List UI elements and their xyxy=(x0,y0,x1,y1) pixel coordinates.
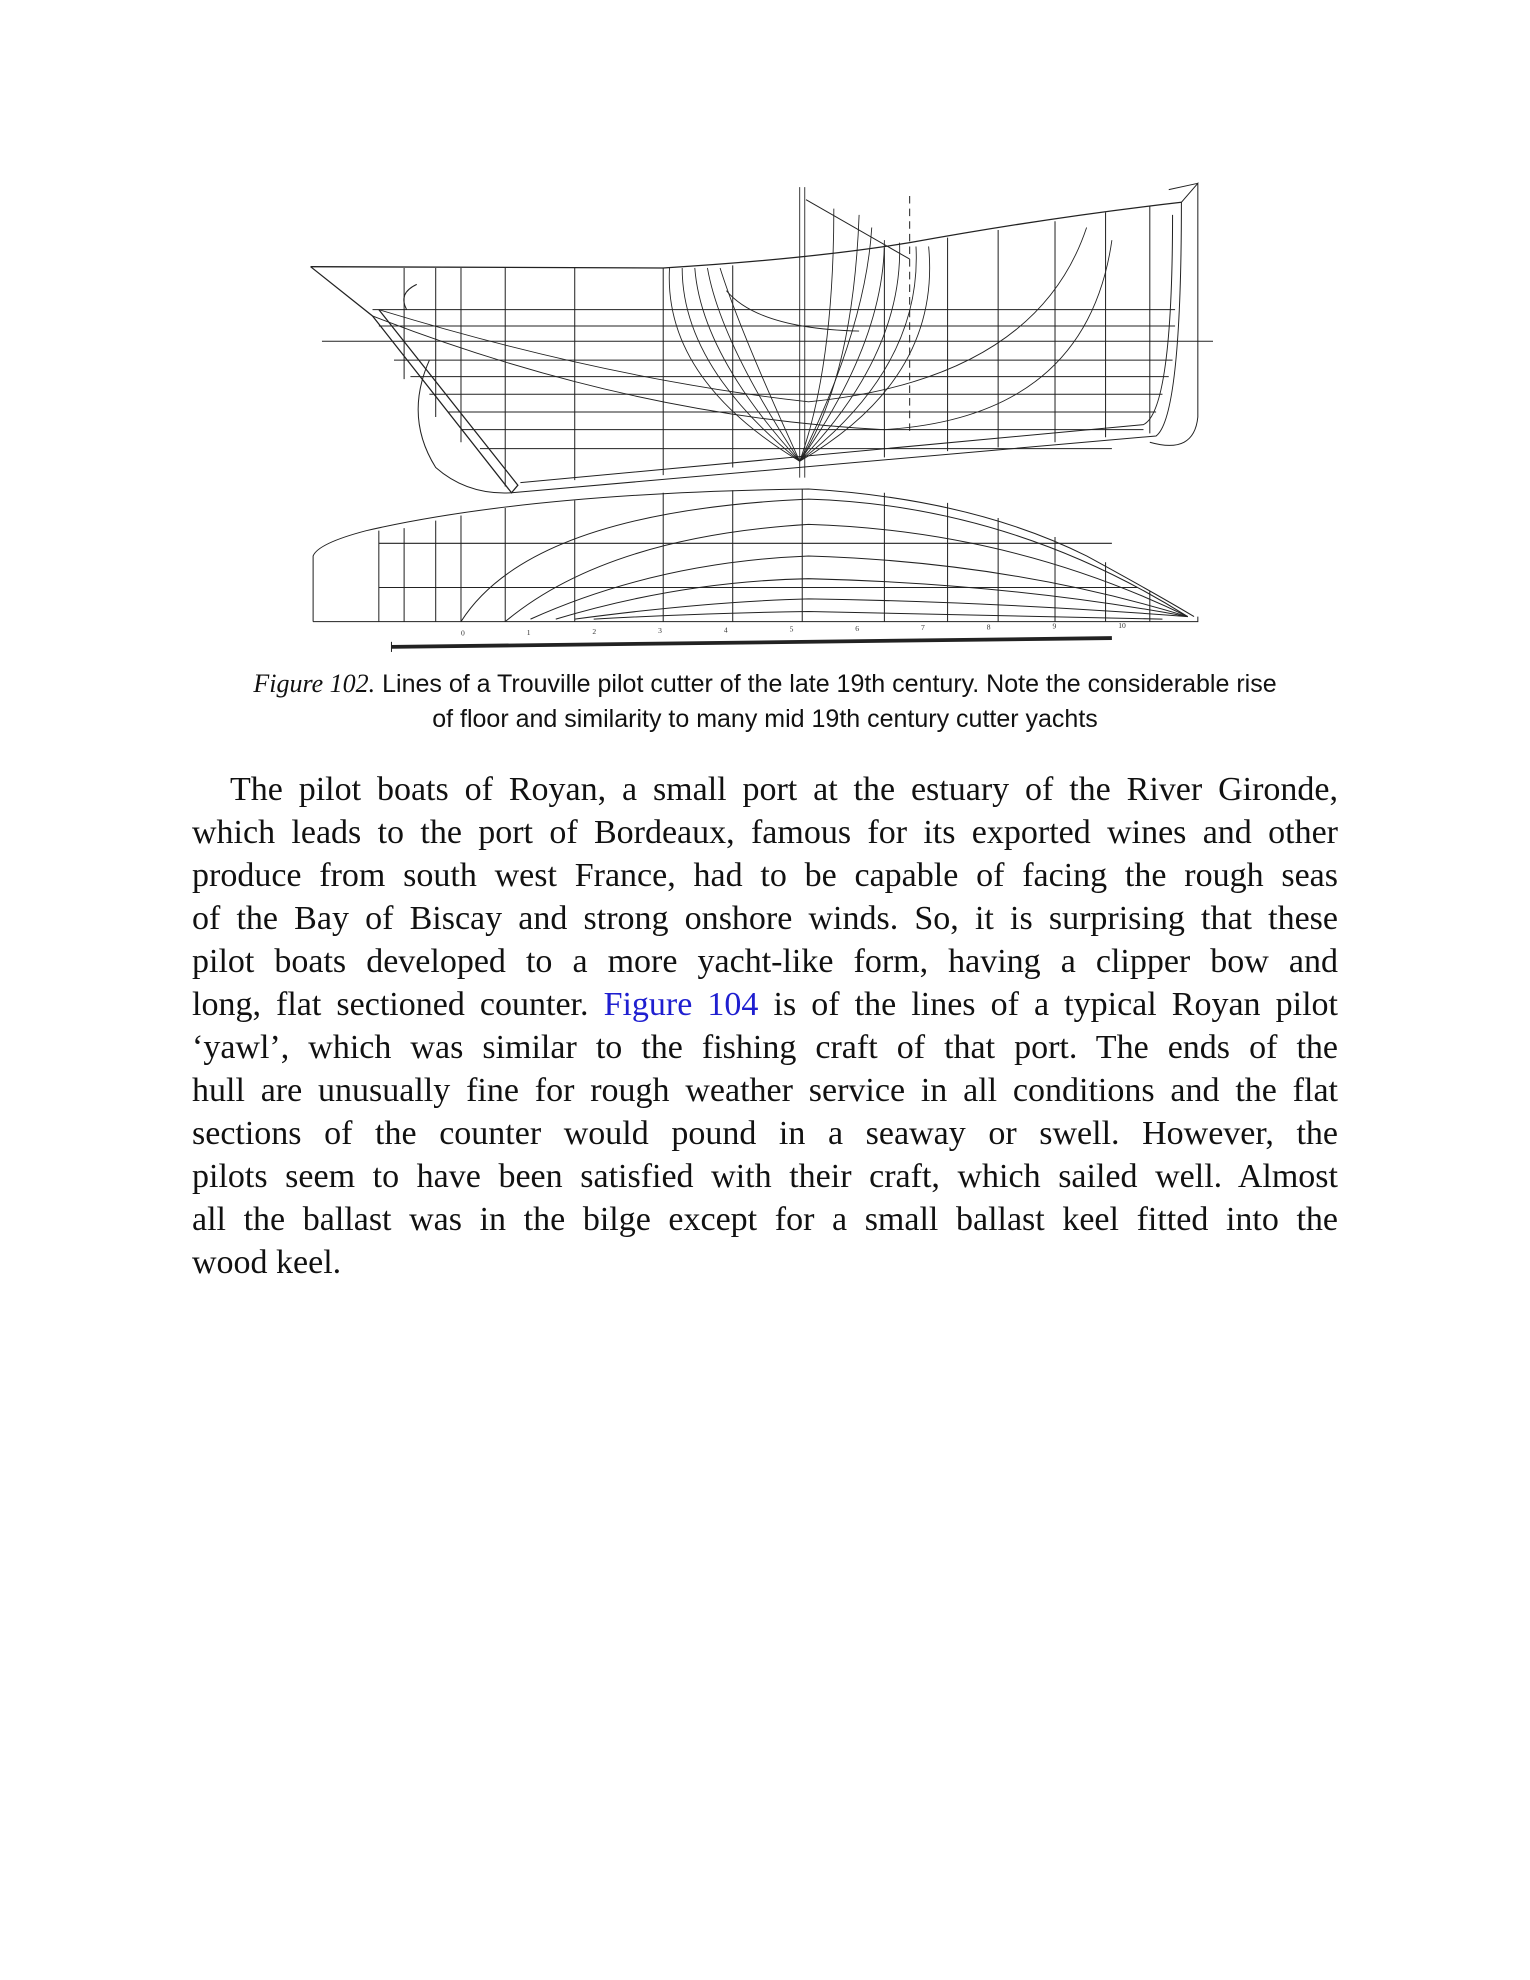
stations xyxy=(404,206,1150,486)
text-line: pilot boats developed to a more yacht-like form, having a clipper bow and xyxy=(192,943,1338,980)
text-line: wood keel. xyxy=(192,1244,342,1281)
caption-text-1: Lines of a Trouville pilot cutter of the late 19th century. Note the considerable rise xyxy=(375,670,1277,698)
text-line: all the ballast was in the bilge except for a small ballast keel fitted into the xyxy=(192,1201,1338,1238)
scale-bar xyxy=(391,638,1111,652)
caption-line-1 xyxy=(160,666,1370,702)
scale-label: 3 xyxy=(658,626,662,636)
scale-label: 4 xyxy=(723,625,728,635)
text-line: of the Bay of Biscay and strong onshore winds. So, it is surprising that these xyxy=(192,900,1338,937)
figure-label: Figure 102. xyxy=(253,669,376,698)
scale-label: 7 xyxy=(921,623,925,633)
text-line: hull are unusually fine for rough weather service in all conditions and the flat xyxy=(192,1072,1338,1109)
scale-label: 1 xyxy=(526,627,531,637)
scale-label: 2 xyxy=(592,627,597,637)
scale-label: 0 xyxy=(460,628,465,638)
text-line: which leads to the port of Bordeaux, famous for its exported wines and other xyxy=(192,814,1338,851)
figure-104-link[interactable]: Figure 104 xyxy=(603,986,759,1023)
lines-drawing-figure xyxy=(303,177,1213,657)
body-paragraph xyxy=(192,768,1338,1284)
sheer-profile xyxy=(311,183,1198,493)
scale-label: 6 xyxy=(855,623,860,633)
text-line: sections of the counter would pound in a seaway or swell. However, the xyxy=(192,1115,1338,1152)
half-breadth-plan xyxy=(313,489,1198,622)
text-segment: long, flat sectioned counter. xyxy=(192,986,604,1023)
caption-line-2: of floor and similarity to many mid 19th century cutter yachts xyxy=(432,705,1098,733)
text-line: produce from south west France, had to be capable of facing the rough seas xyxy=(192,857,1338,894)
waterlines xyxy=(322,310,1213,449)
figure-caption xyxy=(160,666,1370,737)
text-line: ‘yawl’, which was similar to the fishing craft of that port. The ends of the xyxy=(192,1029,1338,1066)
scale-label: 9 xyxy=(1052,621,1057,631)
body-plan xyxy=(373,209,1112,462)
scale-label: 8 xyxy=(986,622,991,632)
scale-label: 10 xyxy=(1118,620,1126,630)
text-line: The pilot boats of Royan, a small port at the estuary of the River Gironde, xyxy=(230,771,1338,808)
text-segment: is of the lines of a typical Royan pilot xyxy=(758,986,1338,1023)
scale-label: 5 xyxy=(789,624,794,634)
text-line: pilots seem to have been satisfied with their craft, which sailed well. Almost xyxy=(192,1158,1338,1195)
text-line xyxy=(192,983,1338,1026)
